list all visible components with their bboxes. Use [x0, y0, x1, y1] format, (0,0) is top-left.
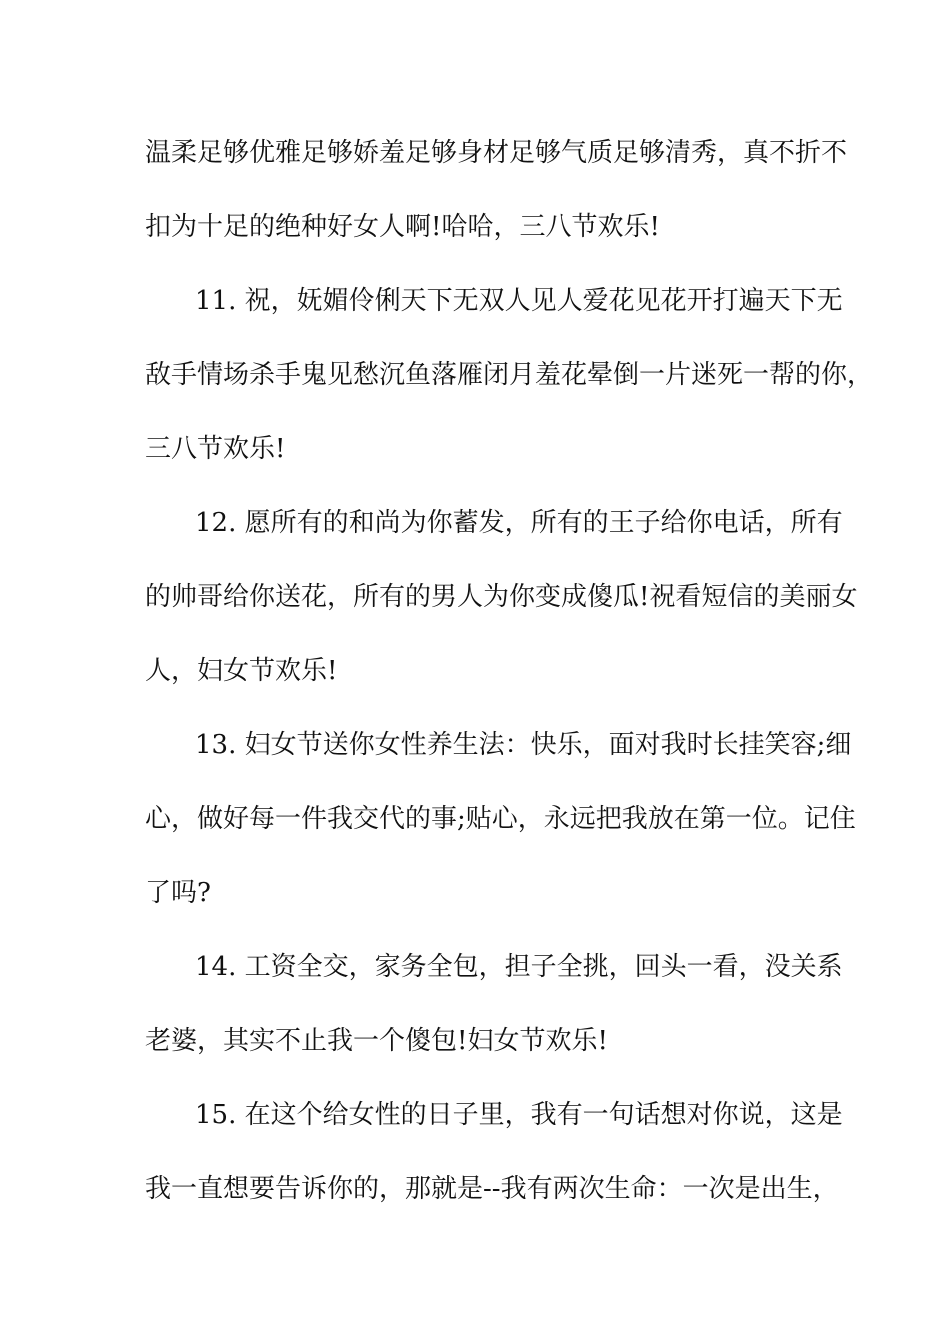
paragraph-14-line: 14. 工资全交，家务全包，担子全挑，回头一看，没关系	[195, 952, 843, 982]
text-line: 了吗?	[145, 878, 211, 908]
text-line: 心，做好每一件我交代的事;贴心，永远把我放在第一位。记住	[145, 804, 856, 834]
paragraph-15-line: 15. 在这个给女性的日子里，我有一句话想对你说，这是	[195, 1100, 843, 1130]
text-line: 我一直想要告诉你的，那就是--我有两次生命：一次是出生，	[145, 1174, 839, 1204]
text-line: 老婆，其实不止我一个傻包!妇女节欢乐!	[145, 1026, 608, 1056]
paragraph-12-line: 12. 愿所有的和尚为你蓄发，所有的王子给你电话，所有	[195, 508, 843, 538]
paragraph-13-line: 13. 妇女节送你女性养生法：快乐，面对我时长挂笑容;细	[195, 730, 852, 760]
text-line: 敌手情场杀手鬼见愁沉鱼落雁闭月羞花晕倒一片迷死一帮的你，	[145, 360, 874, 390]
text-line: 三八节欢乐!	[145, 434, 286, 464]
text-line: 人，妇女节欢乐!	[145, 656, 338, 686]
text-line: 温柔足够优雅足够娇羞足够身材足够气质足够清秀，真不折不	[145, 138, 848, 168]
text-line: 扣为十足的绝种好女人啊!哈哈，三八节欢乐!	[145, 212, 660, 242]
text-line: 的帅哥给你送花，所有的男人为你变成傻瓜!祝看短信的美丽女	[145, 582, 858, 612]
paragraph-11-line: 11. 祝，妩媚伶俐天下无双人见人爱花见花开打遍天下无	[195, 286, 843, 316]
